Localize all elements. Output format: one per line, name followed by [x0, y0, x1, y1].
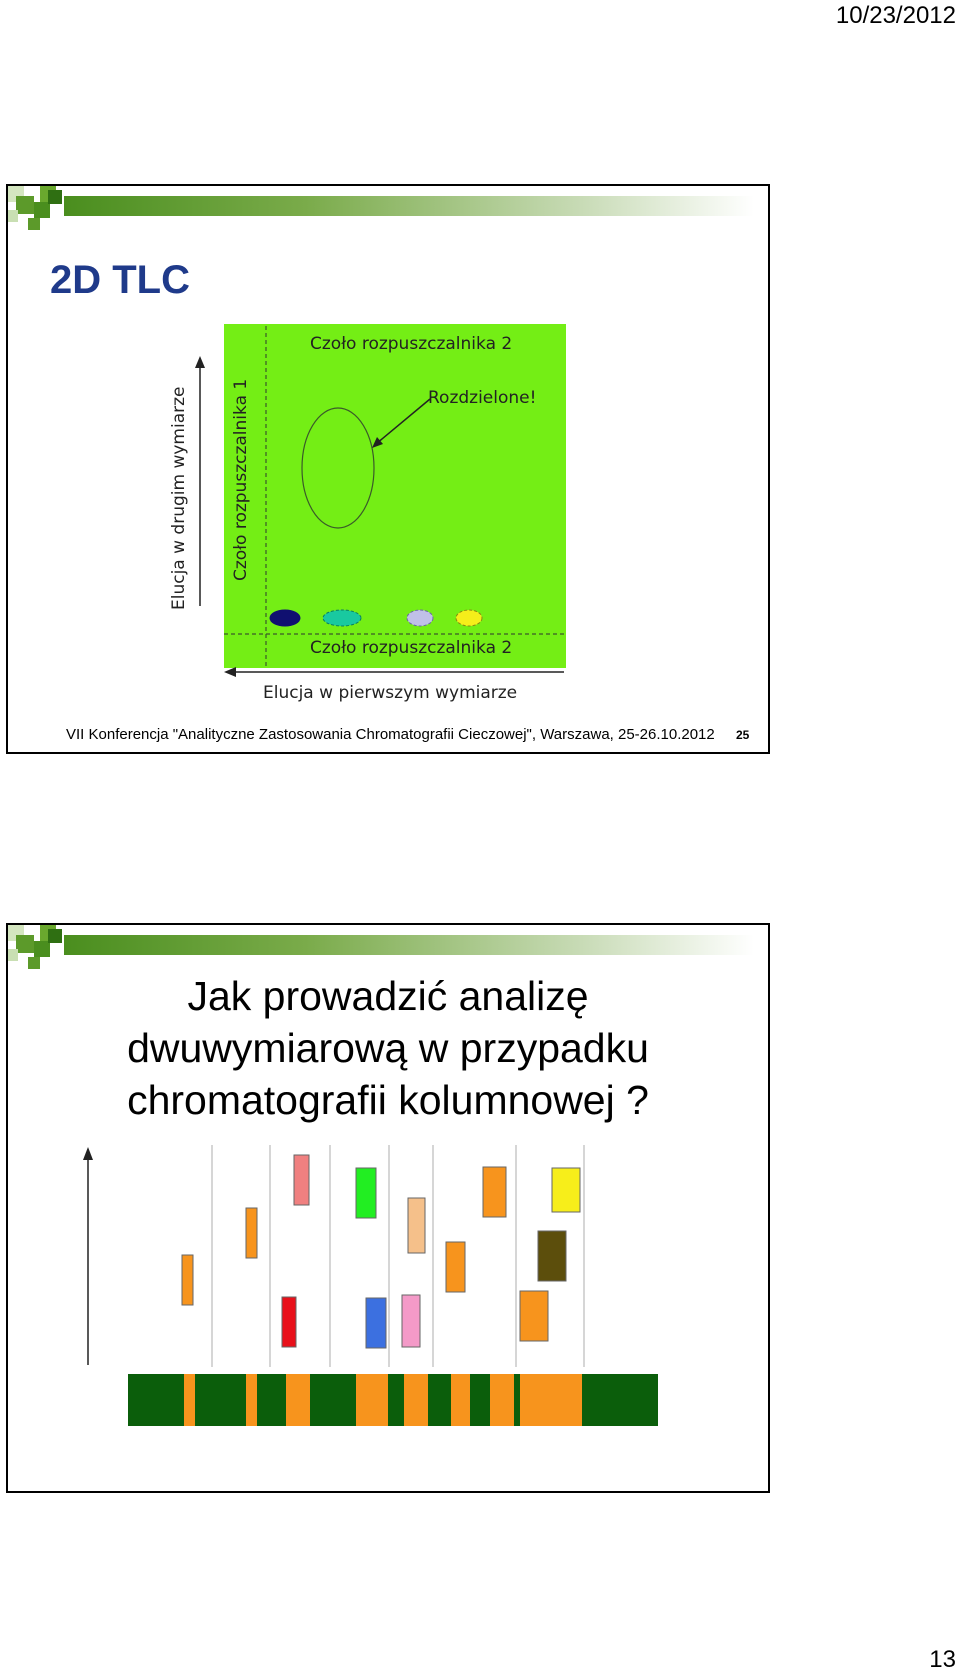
fraction-orange-2 [246, 1208, 257, 1258]
solvent-front-1-label: Czoło rozpuszczalnika 1 [231, 378, 251, 581]
title-line-2: dwuwymiarową w przypadku [127, 1025, 649, 1071]
solvent-front-2-bottom-label: Czoło rozpuszczalnika 2 [310, 638, 513, 658]
column-peak [246, 1374, 257, 1426]
fraction-yellow [552, 1168, 580, 1212]
first-dimension-label: Elucja w pierwszym wymiarze [263, 683, 518, 703]
spot-yellow [456, 610, 482, 626]
page-number: 13 [929, 1646, 956, 1673]
spot-teal [323, 610, 361, 626]
fraction-orange-3 [446, 1242, 465, 1292]
slide-2d-tlc [6, 184, 770, 754]
pointer-arrow [376, 399, 430, 444]
fraction-green [356, 1168, 376, 1218]
solvent-front-2-top-label: Czoło rozpuszczalnika 2 [310, 334, 513, 354]
fraction-olive [538, 1231, 566, 1281]
tlc-diagram [8, 186, 768, 752]
column-peak [286, 1374, 310, 1426]
column-peak [404, 1374, 428, 1426]
column-peak [356, 1374, 388, 1426]
separated-spot-outline [302, 408, 374, 528]
column-peak [451, 1374, 470, 1426]
slide-number: 25 [736, 728, 750, 742]
fraction-orange-5 [520, 1291, 548, 1341]
elution-arrowhead [83, 1147, 93, 1160]
title-line-1: Jak prowadzić analizę [187, 973, 589, 1019]
second-dimension-label: Elucja w drugim wymiarze [169, 386, 189, 610]
slide-title: 2D TLC [50, 258, 190, 302]
column-peak [184, 1374, 195, 1426]
fraction-orange-1 [182, 1255, 193, 1305]
first-dim-arrowhead [224, 667, 236, 677]
column-peak [520, 1374, 582, 1426]
print-date: 10/23/2012 [835, 2, 956, 29]
fraction-peach [408, 1198, 425, 1253]
fraction-orange-4 [483, 1167, 506, 1217]
fraction-blue [366, 1298, 386, 1348]
slide-column-2d-question [6, 923, 770, 1493]
separated-label: Rozdzielone! [428, 388, 537, 408]
spot-dark-blue [270, 610, 300, 626]
column-peak [490, 1374, 514, 1426]
slide-footer: VII Konferencja "Analityczne Zastosowania Chromatografii Cieczowej", Warszawa, 25-26.10.2012 [66, 726, 715, 743]
column-diagram [8, 925, 768, 1491]
second-dim-arrowhead [195, 356, 205, 368]
title-line-3: chromatografii kolumnowej ? [127, 1077, 649, 1123]
fraction-salmon [294, 1155, 309, 1205]
fraction-red [282, 1297, 296, 1347]
spot-lavender [407, 610, 433, 626]
fraction-pink [402, 1295, 420, 1347]
